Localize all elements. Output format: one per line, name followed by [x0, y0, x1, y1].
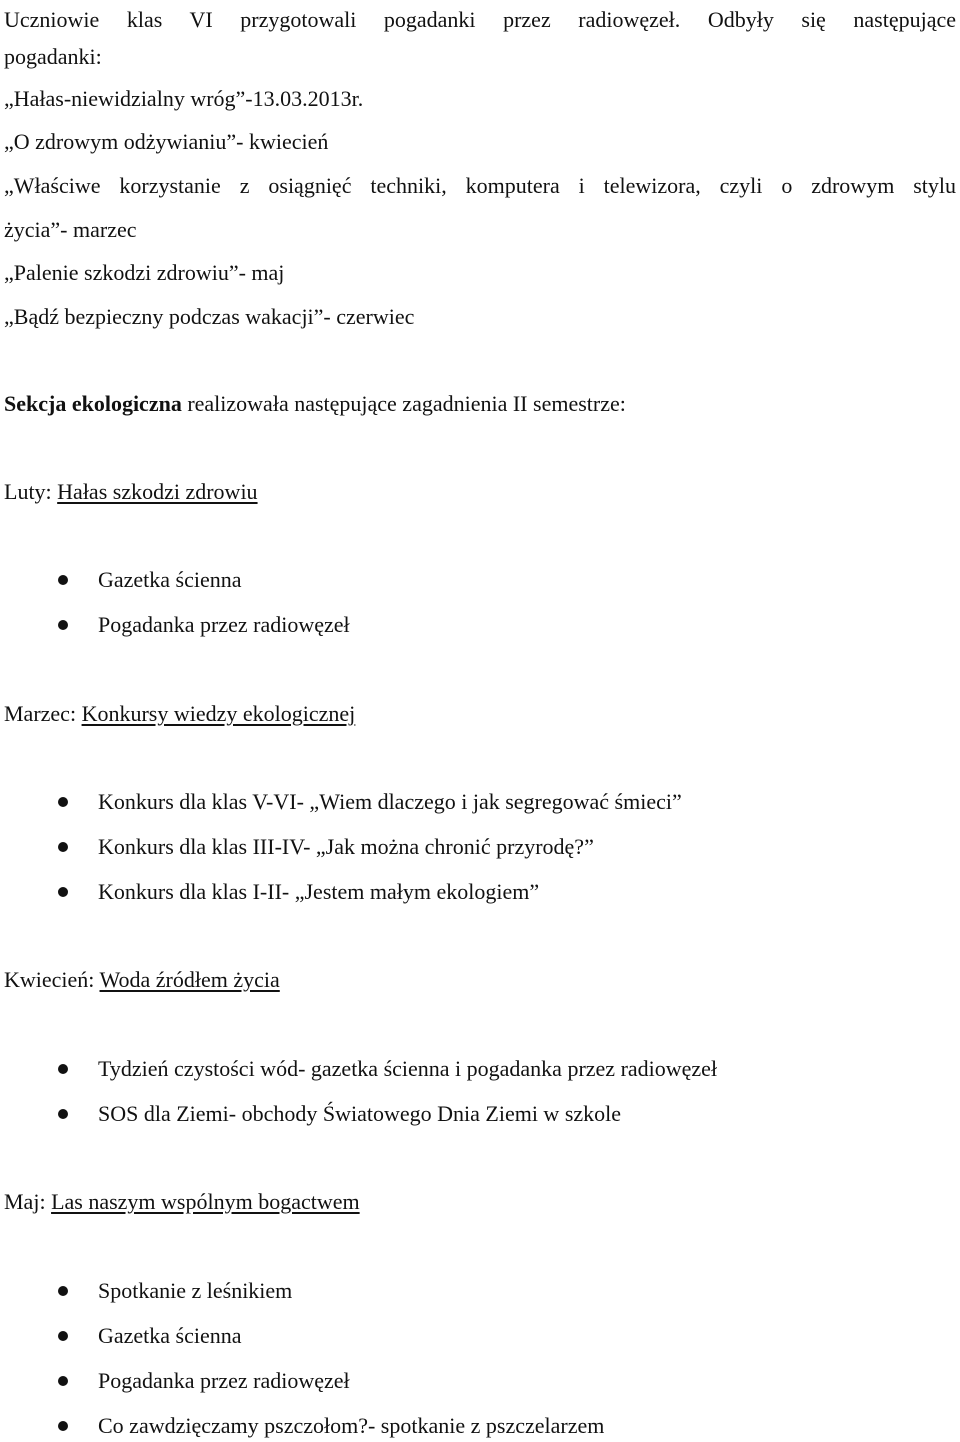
bullet-icon [58, 1331, 68, 1341]
bullet-icon [58, 1376, 68, 1386]
bullet-icon [58, 887, 68, 897]
talk-item: „Palenie szkodzi zdrowiu”- maj [4, 260, 285, 285]
bullet-icon [58, 1286, 68, 1296]
list-item: Pogadanka przez radiowęzeł [98, 1368, 350, 1393]
list-item: Gazetka ścienna [98, 567, 242, 592]
bullet-icon [58, 620, 68, 630]
list-item: Konkurs dla klas V-VI- „Wiem dlaczego i jak segregować śmieci” [98, 789, 682, 814]
eco-section-text: realizowała następujące zagadnienia II semestrze: [181, 391, 626, 416]
month-heading-kwiecien [4, 968, 280, 992]
bullet-icon [58, 1064, 68, 1074]
talk-item: „O zdrowym odżywianiu”- kwiecień [4, 129, 329, 154]
month-topic: Las naszym wspólnym bogactwem [51, 1189, 360, 1214]
month-heading-maj [4, 1190, 360, 1214]
bullet-icon [58, 842, 68, 852]
month-label: Kwiecień: [4, 967, 100, 992]
bullet-icon [58, 1421, 68, 1431]
list-item: Spotkanie z leśnikiem [98, 1278, 293, 1303]
month-heading-luty [4, 480, 258, 504]
intro-line-1: Uczniowie klas VI przygotowali pogadanki przez radiowęzeł. Odbyły się następujące [4, 7, 956, 32]
bullet-icon [58, 575, 68, 585]
talk-item: „Bądź bezpieczny podczas wakacji”- czerwiec [4, 304, 415, 329]
month-topic: Konkursy wiedzy ekologicznej [81, 701, 356, 726]
month-label: Maj: [4, 1189, 52, 1214]
month-topic: Hałas szkodzi zdrowiu [57, 479, 258, 504]
list-item: Konkurs dla klas III-IV- „Jak można chronić przyrodę?” [98, 834, 594, 859]
list-item: Konkurs dla klas I-II- „Jestem małym ekologiem” [98, 879, 540, 904]
month-topic: Woda źródłem życia [99, 967, 280, 992]
month-label: Marzec: [4, 701, 82, 726]
list-item: Pogadanka przez radiowęzeł [98, 612, 350, 637]
eco-section-heading [4, 392, 626, 416]
eco-section-name: Sekcja ekologiczna [4, 391, 182, 416]
bullet-icon [58, 797, 68, 807]
month-label: Luty: [4, 479, 58, 504]
list-item: Co zawdzięczamy pszczołom?- spotkanie z pszczelarzem [98, 1413, 605, 1438]
talk-item: „Właściwe korzystanie z osiągnięć techniki, komputera i telewizora, czyli o zdrowym stylu [4, 173, 956, 198]
talk-item: „Hałas-niewidzialny wróg”-13.03.2013r. [4, 86, 364, 111]
intro-line-2: pogadanki: [4, 44, 102, 69]
bullet-icon [58, 1109, 68, 1119]
list-item: SOS dla Ziemi- obchody Światowego Dnia Ziemi w szkole [98, 1101, 622, 1126]
talk-item-continuation: życia”- marzec [4, 217, 137, 242]
month-heading-marzec [4, 702, 355, 726]
list-item: Gazetka ścienna [98, 1323, 242, 1348]
list-item: Tydzień czystości wód- gazetka ścienna i pogadanka przez radiowęzeł [98, 1056, 718, 1081]
